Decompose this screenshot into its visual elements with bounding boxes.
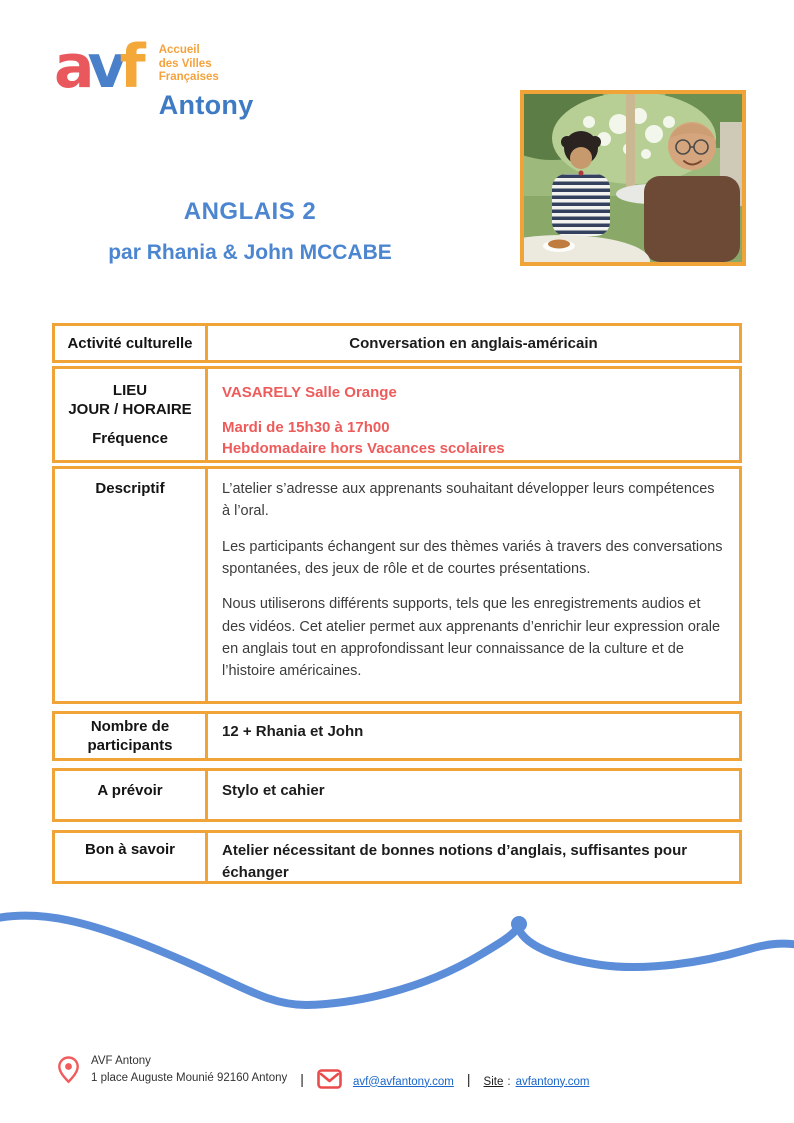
description-paragraph-1: L’atelier s’adresse aux apprenants souhaitant développer leurs compétences à l’oral. [222,481,715,520]
email-link[interactable]: avf@avfantony.com [352,1075,454,1088]
footer-org: AVF Antony [91,1055,151,1067]
location-pin-icon [58,1056,79,1084]
row-label-bring: A prévoir [55,771,208,819]
row-label-description: Descriptif [55,469,208,701]
footer-address-block [91,1053,287,1088]
row-value-logistics [208,369,739,460]
row-value-participants: 12 + Rhania et John [222,723,364,740]
table-row-activity [52,323,742,363]
label-frequence: Fréquence [92,429,168,447]
row-label-good-to-know: Bon à savoir [55,833,208,881]
row-label-logistics [55,369,208,460]
label-jour-horaire: JOUR / HORAIRE [68,401,192,419]
avf-logo-letters [54,32,151,102]
row-value-bring: Stylo et cahier [222,782,325,799]
activity-info-table [52,323,742,884]
logo-letter-f: f [119,32,139,102]
value-location: VASARELY Salle Orange [222,384,397,401]
logo-tagline-line2: des Villes [158,57,212,70]
value-schedule: Mardi de 15h30 à 17h00 [222,419,390,436]
wave-decoration [0,893,794,1028]
logo-tagline [159,44,254,85]
table-row-bring [52,768,742,822]
page-subtitle: par Rhania & John MCCABE [108,241,392,264]
site-colon: : [507,1075,511,1088]
logo-city: Antony [158,89,254,120]
logo-tagline-line3: Françaises [158,71,219,84]
instructors-photo [520,90,746,266]
title-block [60,198,440,265]
row-value-good-to-know: Atelier nécessitant de bonnes notions d’anglais, suffisantes pour échanger [222,842,688,881]
avf-logo [54,32,254,121]
table-row-participants [52,711,742,761]
logo-text-block [159,36,254,121]
logo-letter-a: a [54,32,88,102]
page-title: ANGLAIS 2 [183,198,317,225]
footer-address-line: 1 place Auguste Mounié 92160 Antony [91,1072,288,1085]
description-paragraph-2: Les participants échangent sur des thèmes variés à travers des conversations spontanées, des jeux de rôle et de courtes présentations. [222,538,723,577]
label-participants-line1: Nombre de [90,717,170,735]
site-link[interactable]: avfantony.com [515,1075,590,1088]
site-label: Site [483,1075,504,1088]
logo-letter-v: v [87,32,120,102]
row-value-activity: Conversation en anglais-américain [349,334,598,352]
row-label-activity: Activité culturelle [55,326,208,360]
label-lieu: LIEU [112,381,148,399]
table-row-description [52,466,742,704]
row-label-participants [55,714,208,758]
footer-separator-2: | [466,1070,471,1087]
row-value-description [208,469,739,701]
table-row-logistics [52,366,742,463]
footer-separator-1: | [300,1070,304,1087]
footer [58,1053,758,1088]
envelope-icon [317,1069,342,1089]
description-paragraph-3: Nous utiliserons différents supports, tels que les enregistrements audios et des vidéos. Cet atelier permet aux apprenants d’enrichir leur expression orale en anglais tout en approfondissant leur connaissance de la culture et de l’histoire américaines. [222,596,721,680]
value-frequency: Hebdomadaire hors Vacances scolaires [222,440,505,457]
table-row-good-to-know [52,830,742,884]
label-participants-line2: participants [87,737,173,754]
instructors-photo-illustration [524,94,742,262]
logo-tagline-line1: Accueil [158,44,200,56]
